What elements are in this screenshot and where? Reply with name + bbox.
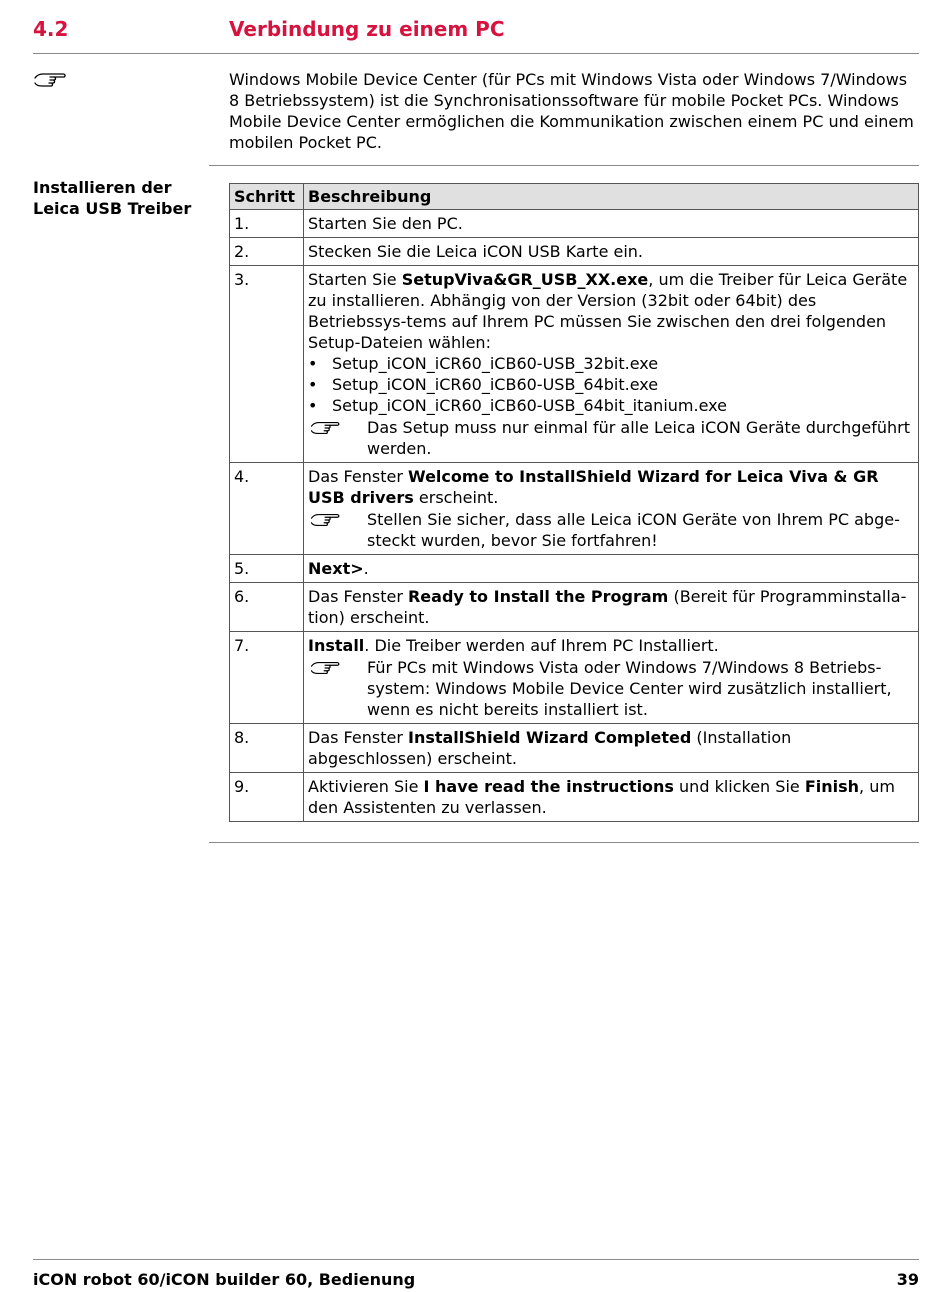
table-header-row [230,184,919,210]
step-text: , um die Treiber für Leica Geräte zu installieren. Abhängig von der Version (32bit oder 64bit) des Betriebssys-tems auf Ihrem PC müssen Sie zwischen den drei folgenden Setup-Dateien wählen: [308,270,908,352]
intro-divider [209,165,919,166]
steps-table [229,183,919,822]
step-text: , um den Assistenten zu verlassen. [308,777,895,817]
table-row [230,773,919,822]
table-row [230,266,919,463]
step-description [304,632,919,724]
step-number: 3. [230,266,304,463]
bullet-icon: • [308,375,318,394]
step-text: (Installation abgeschlossen) erscheint. [308,728,792,768]
bullet-icon: • [308,354,318,373]
step-note [308,657,914,720]
footer-document-title: iCON robot 60/iCON builder 60, Bedienung [33,1270,416,1289]
side-label: Installieren der Leica USB Treiber [33,178,192,218]
step-description [304,583,919,632]
note-text: Stellen Sie sicher, dass alle Leica iCON Geräte von Ihrem PC abge-steckt wurden, bevor Sie fortfahren! [367,510,900,550]
setup-file-name: Setup_iCON_iCR60_iCB60-USB_32bit.exe [332,354,659,373]
step-number: 5. [230,555,304,583]
step-text: erscheint. [413,488,499,507]
step-description: Stecken Sie die Leica iCON USB Karte ein. [304,238,919,266]
step-description [304,266,919,463]
step-number: 8. [230,724,304,773]
pointing-hand-icon [308,657,367,720]
list-item [308,353,914,374]
step-text: Aktivieren Sie [308,777,424,796]
pointing-hand-icon [33,69,69,95]
step-description [304,555,919,583]
step-description [304,724,919,773]
header-divider [33,53,919,54]
table-row [230,238,919,266]
button-name: Next> [308,559,364,578]
step-note [308,417,914,459]
step-number: 9. [230,773,304,822]
window-name: Welcome to InstallShield Wizard for Leica Viva & GR USB drivers [308,467,879,507]
step-text: . Die Treiber werden auf Ihrem PC Installiert. [364,636,719,655]
intro-paragraph: Windows Mobile Device Center (für PCs mit Windows Vista oder Windows 7/Windows 8 Betriebssystem) ist die Synchronisationssoftware für mobile Pocket PCs. Windows Mobile Device Center ermöglichen die Kommunikation zwischen einem PC und einem mobilen Pocket PC. [229,70,914,152]
setup-file-name: Setup_iCON_iCR60_iCB60-USB_64bit.exe [332,375,659,394]
step-description: Starten Sie den PC. [304,210,919,238]
table-bottom-divider [209,842,919,843]
table-row [230,724,919,773]
step-text: Das Fenster [308,728,408,747]
step-number: 4. [230,463,304,555]
column-header-step: Schritt [230,184,304,210]
window-name: Ready to Install the Program [407,587,669,606]
step-filename: SetupViva&GR_USB_XX.exe [401,270,649,289]
table-row [230,210,919,238]
table-row [230,555,919,583]
pointing-hand-icon [308,509,367,551]
page-number: 39 [896,1270,919,1289]
section-title: Verbindung zu einem PC [229,17,505,41]
step-text: und klicken Sie [673,777,805,796]
setup-file-name: Setup_iCON_iCR60_iCB60-USB_64bit_itanium.exe [332,396,727,415]
note-text: Das Setup muss nur einmal für alle Leica iCON Geräte durchgeführt werden. [367,418,910,458]
section-number: 4.2 [33,17,69,41]
step-number: 7. [230,632,304,724]
list-item [308,374,914,395]
step-note [308,509,914,551]
button-name: Finish [804,777,860,796]
step-text: Das Fenster [308,467,408,486]
table-row [230,632,919,724]
step-text: Das Fenster [308,587,408,606]
step-number: 2. [230,238,304,266]
list-item [308,395,914,416]
checkbox-name: I have read the instructions [423,777,674,796]
column-header-description: Beschreibung [304,184,919,210]
table-row [230,583,919,632]
step-number: 6. [230,583,304,632]
button-name: Install [308,636,365,655]
step-number: 1. [230,210,304,238]
step-text: Starten Sie [308,270,402,289]
step-text: (Bereit für Programminstalla-tion) erscheint. [308,587,907,627]
step-text: . [363,559,369,578]
footer-divider [33,1259,919,1260]
step-description [304,463,919,555]
table-row [230,463,919,555]
step-description [304,773,919,822]
window-name: InstallShield Wizard Completed [407,728,692,747]
pointing-hand-icon [308,417,367,459]
bullet-icon: • [308,396,318,415]
note-text: Für PCs mit Windows Vista oder Windows 7/Windows 8 Betriebs-system: Windows Mobile Device Center wird zusätzlich installiert, wenn es nicht bereits installiert ist. [367,658,892,719]
